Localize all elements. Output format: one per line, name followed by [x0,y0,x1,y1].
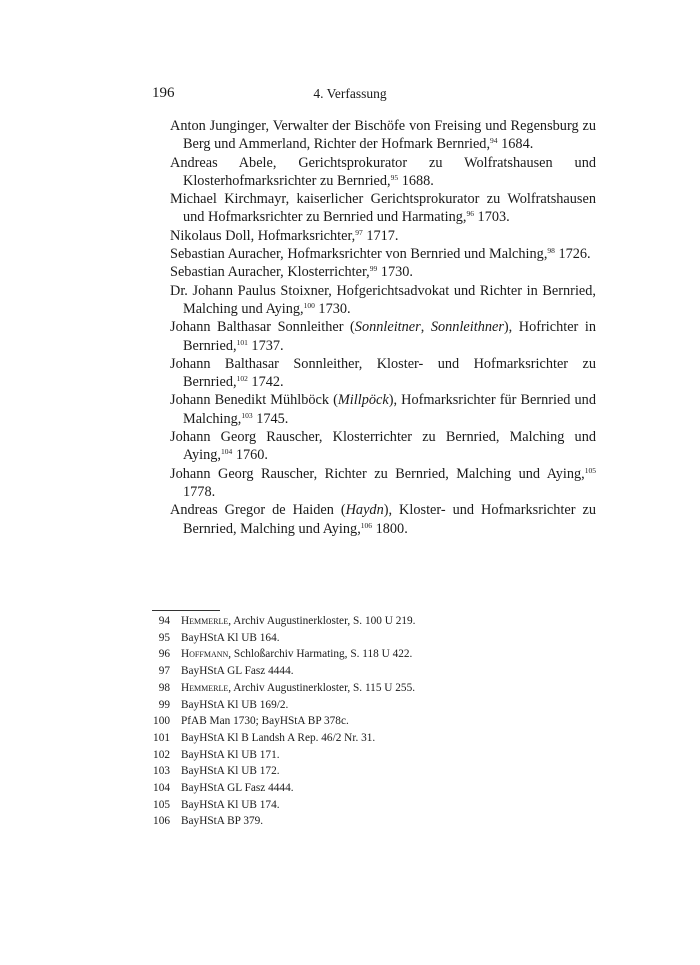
text-run: Andreas Gregor de Haiden ( [170,502,346,519]
footnote-ref: 104 [221,447,233,457]
text-run: 1778. [183,483,216,500]
page-number: 196 [152,85,175,101]
footnote-list [146,613,415,830]
footnote-number: 101 [153,731,170,744]
judge-entry [170,227,596,245]
judge-entry [170,391,596,428]
text-run: 1730. [314,300,351,317]
text-run: 1717. [362,227,399,244]
text-run: BayHStA BP 379. [181,815,264,828]
text-run: , Archiv Augustinerkloster, S. 100 U 219. [228,615,416,627]
variant-name: Millpöck [337,392,389,409]
text-run: BayHStA Kl UB 172. [181,765,280,778]
footnote-number: 106 [153,815,170,828]
text-run: Johann Benedikt Mühlböck ( [170,392,338,409]
text-run: Anton Junginger, Verwalter der Bischöfe von Freising und Regensburg zu Berg und Ammerland, Richter der Hofmark Bernried, [170,118,596,153]
footnote-number: 97 [158,665,170,678]
text-run: , [420,319,431,336]
footnote-ref: 103 [241,410,253,420]
judge-entry [170,428,596,465]
footnote-number: 96 [158,648,170,661]
judge-entry [170,245,596,263]
footnote [146,747,415,764]
judge-entry [170,263,596,281]
text-run: 1684. [497,136,534,153]
judge-entry [170,190,596,227]
text-run: ), Hofrichter in Bernried, [183,319,596,354]
text-run: BayHStA Kl UB 169/2. [181,698,289,711]
footnote-number: 98 [158,681,170,694]
text-run: ), Hofmarksrichter für Bernried und Malching, [183,392,596,427]
footnote [146,763,415,780]
text-run: PfAB Man 1730; BayHStA BP 378c. [181,715,349,728]
text-run: 1737. [247,337,284,354]
footnote-ref: 97 [355,227,363,237]
footnote [146,713,415,730]
text-run: BayHStA GL Fasz 4444. [181,782,294,795]
text-run: 1760. [232,447,269,464]
footnote [146,630,415,647]
footnote-ref: 98 [547,246,555,256]
text-run: 1703. [473,209,510,226]
footnote [146,797,415,814]
footnote-ref: 95 [390,172,399,182]
footnote [146,680,415,697]
text-run: Andreas Abele, Gerichtsprokurator zu Wolfratshausen und Klosterhofmarksrichter zu Bernried, [170,154,596,189]
text-run: 1742. [247,374,284,391]
variant-name: Haydn [345,502,384,519]
footnote-number: 99 [158,698,170,711]
footnote-ref: 106 [360,520,373,530]
text-run: Sebastian Auracher, Klosterrichter, [170,264,370,281]
text-run: Nikolaus Doll, Hofmarksrichter, [170,227,356,244]
footnote [146,813,415,830]
text-run: BayHStA GL Fasz 4444. [181,665,294,678]
footnote-ref: 105 [584,465,596,475]
text-run: BayHStA Kl UB 174. [181,798,280,811]
footnote-number: 104 [153,782,170,795]
author-name: Hemmerle [181,681,229,694]
text-run: Johann Balthasar Sonnleither ( [170,319,355,336]
judge-entry [170,501,596,538]
footnote-number: 100 [153,715,170,728]
text-run: Michael Kirchmayr, kaiserlicher Gerichtsprokurator zu Wolfratshausen und Hofmarksrichter zu Bernried und Harmating, [170,191,596,226]
text-run: 1688. [398,172,434,189]
text-run: 1726. [554,246,591,263]
footnote [146,730,415,747]
footnote-ref: 102 [236,374,248,384]
footnote-number: 95 [158,631,170,644]
text-run: , Archiv Augustinerkloster, S. 115 U 255. [228,681,416,694]
footnote-number: 103 [153,765,170,778]
judge-entry [170,318,596,355]
text-run: Johann Georg Rauscher, Richter zu Bernried, Malching und Aying, [170,465,585,482]
judge-entry [170,355,596,392]
text-run: ), Kloster- und Hofmarksrichter zu Bernried, Malching und Aying, [183,502,596,537]
footnote-number: 94 [158,615,170,627]
text-run: 1745. [252,410,289,427]
text-run: Johann Georg Rauscher, Klosterrichter zu Bernried, Malching und Aying, [170,429,596,464]
footnote-ref: 94 [490,136,498,146]
footnote-ref: 99 [369,264,378,274]
footnote [146,780,415,797]
author-name: Hoffmann [181,648,229,661]
text-run: 1800. [372,520,408,537]
footnote [146,613,415,630]
footnote-number: 105 [153,798,170,811]
judge-entry [170,282,596,319]
footnote [146,646,415,663]
text-run: Dr. Johann Paulus Stoixner, Hofgerichtsadvokat und Richter in Bernried, Malching und Aying, [170,282,596,317]
footnote-ref: 96 [466,209,474,219]
text-run: BayHStA Kl UB 164. [181,631,280,644]
author-name: Hemmerle [181,615,229,627]
judge-list [170,117,596,538]
text-run: Johann Balthasar Sonnleither, Kloster- und Hofmarksrichter zu Bernried, [170,355,596,391]
text-run: BayHStA Kl B Landsh A Rep. 46/2 Nr. 31. [181,731,376,744]
footnote [146,663,415,680]
variant-name: Sonnleithner [430,319,504,336]
text-run: BayHStA Kl UB 171. [181,748,280,761]
running-head: 4. Verfassung [313,86,387,101]
footnote-ref: 101 [236,337,248,347]
text-run: 1730. [377,264,413,281]
judge-entry [170,117,596,154]
footnote-number: 102 [153,748,170,761]
text-run: Sebastian Auracher, Hofmarksrichter von Bernried und Malching, [170,246,548,263]
footnote [146,697,415,714]
footnote-ref: 100 [303,300,315,310]
text-run: , Schloßarchiv Harmating, S. 118 U 422. [228,648,413,661]
variant-name: Sonnleitner [354,319,421,336]
footnote-rule [152,610,220,611]
judge-entry [170,154,596,191]
judge-entry [170,465,596,502]
